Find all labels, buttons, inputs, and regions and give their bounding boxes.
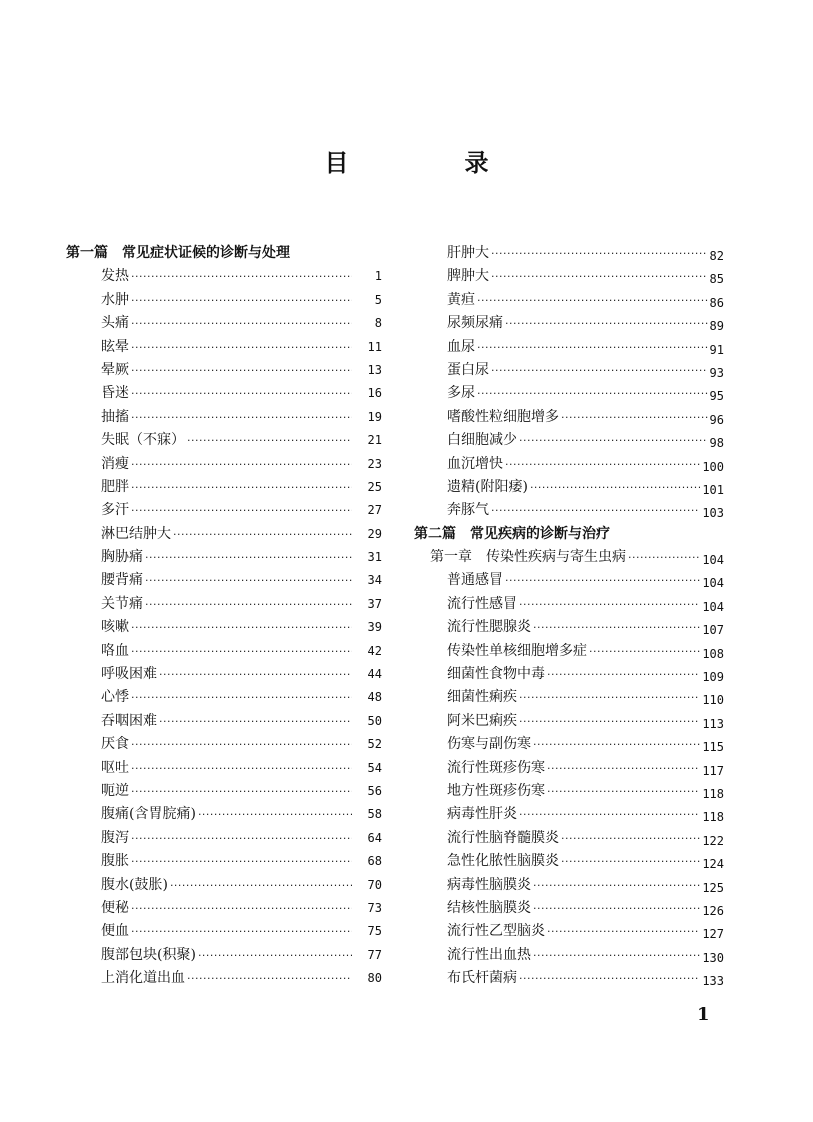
toc-entry-label: 病毒性脑膜炎 — [447, 876, 531, 893]
toc-entry-label: 传染性单核细胞增多症 — [447, 642, 587, 659]
toc-entry-page: 113 — [702, 716, 724, 731]
toc-entry-page: 118 — [702, 810, 724, 825]
toc-entry[interactable] — [66, 874, 382, 897]
toc-leader-dots — [547, 920, 700, 943]
toc-entry-page: 27 — [367, 503, 382, 518]
toc-entry[interactable] — [66, 523, 382, 546]
toc-entry-label: 眩晕 — [101, 338, 129, 355]
toc-entry-label: 流行性斑疹伤寒 — [447, 759, 545, 776]
toc-entry[interactable] — [414, 593, 724, 616]
toc-entry[interactable] — [414, 336, 724, 359]
toc-entry-page: 42 — [367, 643, 382, 658]
toc-entry-page: 95 — [709, 389, 724, 404]
toc-entry[interactable] — [414, 663, 724, 686]
toc-leader-dots — [198, 944, 352, 967]
toc-entry-label: 胸胁痛 — [101, 549, 143, 566]
toc-entry-page: 100 — [702, 459, 724, 474]
toc-entry-page: 108 — [702, 646, 724, 661]
toc-entry[interactable] — [66, 476, 382, 499]
toc-entry-page: 85 — [709, 272, 724, 287]
toc-entry-label: 呃逆 — [101, 782, 129, 799]
toc-leader-dots — [131, 733, 352, 756]
toc-entry-label: 发热 — [101, 268, 129, 285]
toc-leader-dots — [131, 897, 352, 920]
toc-leader-dots — [131, 616, 352, 639]
toc-entry[interactable] — [66, 897, 382, 920]
toc-entry[interactable] — [414, 897, 724, 920]
toc-entry-label: 细菌性痢疾 — [447, 689, 517, 706]
toc-entry[interactable] — [414, 686, 724, 709]
toc-entry-label: 上消化道出血 — [101, 970, 185, 987]
toc-leader-dots — [131, 265, 352, 288]
toc-entry[interactable] — [66, 686, 382, 709]
toc-entry-page: 29 — [367, 526, 382, 541]
toc-entry[interactable] — [66, 850, 382, 873]
toc-leader-dots — [505, 569, 700, 592]
page-number: 1 — [697, 1004, 710, 1025]
toc-entry-page: 75 — [367, 924, 382, 939]
toc-entry[interactable] — [414, 312, 724, 335]
toc-entry-label: 晕厥 — [101, 361, 129, 378]
toc-leader-dots — [628, 546, 700, 569]
toc-entry-page: 34 — [367, 573, 382, 588]
toc-entry[interactable] — [414, 476, 724, 499]
toc-entry-page: 23 — [367, 456, 382, 471]
toc-leader-dots — [547, 663, 700, 686]
toc-leader-dots — [519, 967, 700, 990]
toc-entry-page: 122 — [702, 833, 724, 848]
toc-entry-page: 77 — [367, 947, 382, 962]
toc-entry-label: 流行性脑脊髓膜炎 — [447, 829, 559, 846]
toc-entry[interactable] — [66, 429, 382, 452]
toc-entry-page: 126 — [702, 903, 724, 918]
toc-entry[interactable] — [414, 359, 724, 382]
toc-entry-page: 127 — [702, 927, 724, 942]
toc-entry-label: 腹水(鼓胀) — [101, 876, 168, 893]
toc-entry-label: 多尿 — [447, 385, 475, 402]
toc-entry-page: 133 — [702, 974, 724, 989]
toc-entry-page: 103 — [702, 506, 724, 521]
toc-leader-dots — [530, 476, 700, 499]
section-title-part-2: 第二篇 常见疾病的诊断与治疗 — [414, 525, 610, 542]
toc-entry-label: 腹胀 — [101, 853, 129, 870]
toc-entry[interactable] — [66, 312, 382, 335]
toc-entry-page: 115 — [702, 740, 724, 755]
toc-entry[interactable] — [414, 382, 724, 405]
toc-leader-dots — [131, 499, 352, 522]
toc-leader-dots — [519, 803, 700, 826]
toc-leader-dots — [145, 569, 352, 592]
toc-entry-label: 脾肿大 — [447, 268, 489, 285]
toc-entry-label: 流行性感冒 — [447, 595, 517, 612]
toc-entry-label: 头痛 — [101, 315, 129, 332]
toc-entry-page: 56 — [367, 783, 382, 798]
toc-entry[interactable] — [414, 874, 724, 897]
toc-leader-dots — [477, 382, 708, 405]
toc-entry-page: 5 — [374, 292, 382, 307]
toc-entry[interactable] — [66, 359, 382, 382]
toc-entry-page: 82 — [709, 249, 724, 263]
toc-entry-label: 吞咽困难 — [101, 712, 157, 729]
toc-entry-page: 52 — [367, 737, 382, 752]
toc-leader-dots — [131, 850, 352, 873]
toc-entry-label: 结核性脑膜炎 — [447, 899, 531, 916]
toc-left-entries — [66, 265, 382, 990]
toc-entry-label: 心悸 — [101, 689, 129, 706]
toc-leader-dots — [547, 757, 700, 780]
toc-leader-dots — [131, 827, 352, 850]
toc-leader-dots — [505, 312, 708, 335]
toc-leader-dots — [159, 663, 352, 686]
toc-entry[interactable] — [414, 850, 724, 873]
toc-entry-label: 水肿 — [101, 291, 129, 308]
toc-entry[interactable] — [66, 967, 382, 990]
toc-entry[interactable] — [66, 710, 382, 733]
toc-leader-dots — [131, 312, 352, 335]
toc-entry[interactable] — [66, 569, 382, 592]
toc-leader-dots — [547, 780, 700, 803]
toc-leader-dots — [145, 593, 352, 616]
toc-entry-label: 失眠（不寐） — [101, 432, 185, 449]
toc-leader-dots — [533, 616, 700, 639]
toc-entry-label: 抽搐 — [101, 408, 129, 425]
toc-entry[interactable] — [66, 289, 382, 312]
toc-entry-label: 昏迷 — [101, 385, 129, 402]
toc-entry-label: 急性化脓性脑膜炎 — [447, 853, 559, 870]
toc-entry[interactable] — [414, 827, 724, 850]
toc-entry-label: 淋巴结肿大 — [101, 525, 171, 542]
toc-entry-page: 104 — [702, 553, 724, 568]
toc-entry-label: 血沉增快 — [447, 455, 503, 472]
toc-entry-label: 病毒性肝炎 — [447, 806, 517, 823]
toc-leader-dots — [533, 897, 700, 920]
toc-right-entries-after — [414, 569, 724, 990]
toc-leader-dots — [519, 710, 700, 733]
toc-entry-page: 44 — [367, 667, 382, 682]
toc-leader-dots — [477, 336, 708, 359]
toc-entry[interactable] — [66, 546, 382, 569]
toc-entry-page: 21 — [367, 433, 382, 448]
toc-entry-page: 68 — [367, 854, 382, 869]
toc-entry-page: 50 — [367, 713, 382, 728]
toc-entry-page: 48 — [367, 690, 382, 705]
toc-entry[interactable] — [414, 499, 724, 522]
toc-leader-dots — [131, 757, 352, 780]
toc-entry-label: 腹痛(含胃脘痛) — [101, 806, 196, 823]
toc-leader-dots — [187, 429, 352, 452]
toc-entry[interactable] — [414, 640, 724, 663]
toc-entry-label: 流行性出血热 — [447, 946, 531, 963]
toc-entry-label: 腹部包块(积聚) — [101, 946, 196, 963]
toc-entry-page: 125 — [702, 880, 724, 895]
toc-leader-dots — [519, 429, 708, 452]
toc-leader-dots — [131, 382, 352, 405]
toc-leader-dots — [491, 242, 708, 265]
toc-entry[interactable] — [414, 920, 724, 943]
toc-leader-dots — [519, 593, 700, 616]
toc-entry-page: 8 — [374, 316, 382, 331]
toc-entry[interactable] — [66, 920, 382, 943]
toc-entry-page: 130 — [702, 950, 724, 965]
toc-entry-label: 遗精(附阳痿) — [447, 478, 528, 495]
toc-leader-dots — [131, 780, 352, 803]
toc-entry-page: 104 — [702, 599, 724, 614]
toc-leader-dots — [170, 874, 352, 897]
toc-entry-page: 104 — [702, 576, 724, 591]
toc-entry-label: 腰背痛 — [101, 572, 143, 589]
toc-entry-page: 98 — [709, 436, 724, 451]
toc-entry-page: 19 — [367, 409, 382, 424]
toc-entry[interactable] — [66, 336, 382, 359]
toc-entry[interactable] — [66, 803, 382, 826]
toc-entry-page: 109 — [702, 670, 724, 685]
toc-entry-label: 流行性乙型脑炎 — [447, 923, 545, 940]
toc-entry-label: 普通感冒 — [447, 572, 503, 589]
toc-entry[interactable] — [66, 733, 382, 756]
toc-leader-dots — [131, 406, 352, 429]
toc-entry-label: 尿频尿痛 — [447, 315, 503, 332]
toc-leader-dots — [173, 523, 352, 546]
toc-leader-dots — [561, 827, 700, 850]
toc-leader-dots — [198, 803, 352, 826]
toc-entry[interactable] — [66, 640, 382, 663]
toc-entry-page: 89 — [709, 319, 724, 334]
toc-entry-label: 肝肿大 — [447, 245, 489, 261]
toc-entry-label: 厌食 — [101, 736, 129, 753]
toc-entry-label: 嗜酸性粒细胞增多 — [447, 408, 559, 425]
toc-leader-dots — [533, 874, 700, 897]
toc-leader-dots — [131, 920, 352, 943]
toc-leader-dots — [589, 640, 700, 663]
toc-entry-page: 118 — [702, 786, 724, 801]
toc-entry-label: 第一章 传染性疾病与寄生虫病 — [430, 549, 626, 566]
toc-entry[interactable] — [414, 803, 724, 826]
toc-entry[interactable] — [66, 265, 382, 288]
toc-leader-dots — [519, 686, 700, 709]
toc-entry[interactable] — [66, 757, 382, 780]
toc-entry-label: 多汗 — [101, 502, 129, 519]
toc-entry[interactable] — [66, 944, 382, 967]
toc-entry-page: 13 — [367, 362, 382, 377]
toc-entry-page: 110 — [702, 693, 724, 708]
section-title-part-1: 第一篇 常见症状证候的诊断与处理 — [66, 245, 290, 261]
toc-entry-page: 70 — [367, 877, 382, 892]
toc-entry-label: 蛋白尿 — [447, 361, 489, 378]
toc-leader-dots — [131, 453, 352, 476]
toc-entry[interactable] — [66, 663, 382, 686]
toc-entry-label: 咳嗽 — [101, 619, 129, 636]
toc-entry-page: 11 — [367, 339, 382, 354]
toc-entry[interactable] — [414, 265, 724, 288]
toc-entry-page: 37 — [367, 596, 382, 611]
toc-entry[interactable] — [414, 710, 724, 733]
toc-entry-page: 91 — [709, 342, 724, 357]
toc-entry-page: 31 — [367, 550, 382, 565]
toc-entry[interactable] — [414, 242, 724, 265]
toc-left-column — [66, 242, 382, 991]
toc-leader-dots — [131, 686, 352, 709]
toc-entry-label: 流行性腮腺炎 — [447, 619, 531, 636]
toc-leader-dots — [131, 359, 352, 382]
page-title: 目 录 — [324, 148, 535, 177]
toc-entry[interactable] — [66, 827, 382, 850]
toc-entry[interactable] — [414, 289, 724, 312]
toc-entry[interactable] — [414, 569, 724, 592]
toc-entry-label: 呕吐 — [101, 759, 129, 776]
toc-leader-dots — [561, 406, 708, 429]
toc-leader-dots — [491, 265, 708, 288]
toc-entry-page: 107 — [702, 623, 724, 638]
toc-leader-dots — [131, 336, 352, 359]
toc-entry-label: 地方性斑疹伤寒 — [447, 782, 545, 799]
toc-entry-page: 1 — [374, 269, 382, 284]
toc-entry[interactable] — [66, 616, 382, 639]
toc-entry-page: 58 — [367, 807, 382, 822]
toc-entry[interactable] — [414, 453, 724, 476]
toc-entry-label: 阿米巴痢疾 — [447, 712, 517, 729]
toc-entry-label: 便秘 — [101, 899, 129, 916]
toc-entry-page: 93 — [709, 365, 724, 380]
toc-right-column — [414, 242, 724, 991]
toc-entry-page: 25 — [367, 479, 382, 494]
toc-entry[interactable] — [66, 382, 382, 405]
toc-leader-dots — [145, 546, 352, 569]
toc-entry-page: 96 — [709, 412, 724, 427]
toc-entry[interactable] — [414, 944, 724, 967]
toc-entry-page: 124 — [702, 857, 724, 872]
toc-entry-label: 细菌性食物中毒 — [447, 666, 545, 683]
toc-leader-dots — [187, 967, 352, 990]
toc-entry-label: 便血 — [101, 923, 129, 940]
toc-entry-page: 117 — [702, 763, 724, 778]
toc-entry[interactable] — [66, 780, 382, 803]
toc-entry-label: 肥胖 — [101, 478, 129, 495]
toc-entry[interactable] — [66, 499, 382, 522]
toc-leader-dots — [491, 499, 700, 522]
toc-entry[interactable] — [414, 616, 724, 639]
toc-entry[interactable] — [414, 967, 724, 990]
toc-entry-label: 布氏杆菌病 — [447, 970, 517, 987]
toc-entry-page: 73 — [367, 900, 382, 915]
toc-leader-dots — [131, 640, 352, 663]
toc-entry[interactable] — [66, 593, 382, 616]
toc-entry[interactable] — [414, 429, 724, 452]
toc-leader-dots — [159, 710, 352, 733]
toc-entry[interactable] — [414, 780, 724, 803]
toc-leader-dots — [491, 359, 708, 382]
toc-entry-label: 咯血 — [101, 642, 129, 659]
toc-entry-label: 白细胞减少 — [447, 432, 517, 449]
toc-entry[interactable] — [66, 453, 382, 476]
toc-entry[interactable] — [414, 757, 724, 780]
toc-leader-dots — [533, 944, 700, 967]
toc-entry-page: 64 — [367, 830, 382, 845]
toc-entry-label: 呼吸困难 — [101, 666, 157, 683]
toc-entry-label: 关节痛 — [101, 595, 143, 612]
toc-entry-page: 80 — [367, 971, 382, 986]
toc-entry-label: 消瘦 — [101, 455, 129, 472]
toc-leader-dots — [131, 476, 352, 499]
toc-entry-page: 101 — [702, 482, 724, 497]
toc-entry-page: 86 — [709, 295, 724, 310]
toc-entry-label: 奔豚气 — [447, 502, 489, 519]
toc-right-entries-before — [414, 242, 724, 523]
toc-entry-label: 血尿 — [447, 338, 475, 355]
toc-entry-page: 16 — [367, 386, 382, 401]
toc-entry-label: 伤寒与副伤寒 — [447, 736, 531, 753]
toc-leader-dots — [561, 850, 700, 873]
toc-entry-page: 54 — [367, 760, 382, 775]
toc-entry-label: 黄疸 — [447, 291, 475, 308]
toc-entry[interactable] — [414, 406, 724, 429]
toc-leader-dots — [131, 289, 352, 312]
toc-entry[interactable] — [66, 406, 382, 429]
toc-leader-dots — [533, 733, 700, 756]
toc-entry-label: 腹泻 — [101, 829, 129, 846]
toc-leader-dots — [505, 453, 700, 476]
toc-entry[interactable] — [414, 733, 724, 756]
toc-leader-dots — [477, 289, 708, 312]
toc-chapter-entry[interactable] — [414, 546, 724, 569]
toc-entry-page: 39 — [367, 620, 382, 635]
